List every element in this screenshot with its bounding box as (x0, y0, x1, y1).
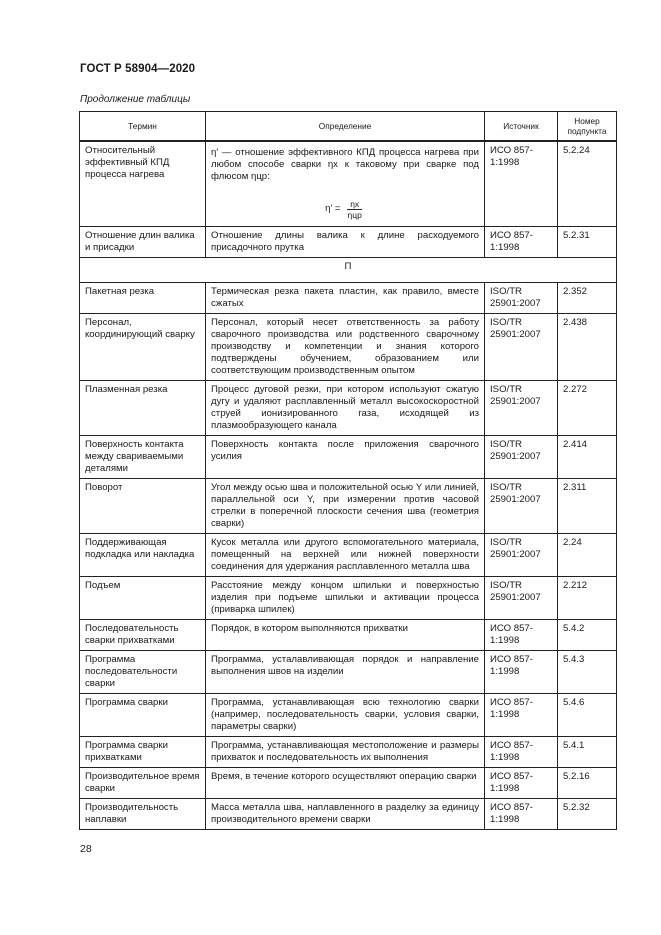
source-cell: ИСО 857-1:1998 (485, 141, 558, 227)
definition-cell: Угол между осью шва и положительной осью Y или линией, параллельной оси Y, при измерении против часовой стрелки в поперечной плоскости сечения шва (геометрия сварки) (206, 479, 485, 534)
definition-cell: Персонал, который несет ответственность за работу сварочного производства или родственного сварочному производству и компетенции и знания которого подтверждены обучением, образованием или соответствующим производственным опытом (206, 314, 485, 381)
table-row (80, 768, 617, 799)
number-cell: 5.4.1 (558, 737, 617, 768)
formula-numerator: ηx (347, 199, 362, 210)
table-row (80, 799, 617, 830)
definition-cell: Программа, усталавливающая порядок и направление выполнения швов на изделии (206, 651, 485, 694)
table-row (80, 141, 617, 227)
section-letter: П (80, 258, 617, 283)
source-cell: ИСО 857-1:1998 (485, 737, 558, 768)
definition-cell (206, 141, 485, 227)
source-cell: ISO/TR 25901:2007 (485, 381, 558, 436)
number-cell: 5.4.2 (558, 620, 617, 651)
number-cell: 2.352 (558, 283, 617, 314)
number-cell: 2.311 (558, 479, 617, 534)
source-cell: ИСО 857-1:1998 (485, 651, 558, 694)
table-row (80, 534, 617, 577)
formula-denominator: ηцр (347, 209, 362, 220)
source-cell: ISO/TR 25901:2007 (485, 479, 558, 534)
definition-text: η′ — отношение эффективного КПД процесса нагрева при любом способе сварки ηx к таковому при сварке под флюсом ηцр: (211, 147, 479, 182)
number-cell: 2.24 (558, 534, 617, 577)
formula-lhs: η′ = (325, 203, 341, 214)
source-cell: ISO/TR 25901:2007 (485, 534, 558, 577)
term-cell: Пакетная резка (80, 283, 206, 314)
term-cell: Персонал, координирующий сварку (80, 314, 206, 381)
definition-cell: Поверхность контакта после приложения сварочного усилия (206, 436, 485, 479)
header-source: Источник (485, 112, 558, 142)
header-term: Термин (80, 112, 206, 142)
term-cell: Поворот (80, 479, 206, 534)
table-row (80, 479, 617, 534)
table-row (80, 283, 617, 314)
number-cell: 2.212 (558, 577, 617, 620)
definition-cell: Расстояние между концом шпильки и поверхностью изделия при подъеме шпильки и активации процесса (приварка шпилек) (206, 577, 485, 620)
definition-cell: Время, в течение которого осуществляют операцию сварки (206, 768, 485, 799)
source-cell: ИСО 857-1:1998 (485, 768, 558, 799)
definition-cell: Термическая резка пакета пластин, как правило, вместе сжатых (206, 283, 485, 314)
definition-cell: Процесс дуговой резки, при котором используют сжатую дугу и удаляют расплавленный металл высокоскоростной струей ионизированного газа, исходящей из плазмообразующего канала (206, 381, 485, 436)
table-row (80, 436, 617, 479)
source-cell: ИСО 857-1:1998 (485, 694, 558, 737)
number-cell: 5.2.32 (558, 799, 617, 830)
table-row (80, 227, 617, 258)
table-continuation-caption: Продолжение таблицы (80, 94, 191, 105)
header-definition: Определение (206, 112, 485, 142)
source-cell: ISO/TR 25901:2007 (485, 283, 558, 314)
term-cell: Программа последовательности сварки (80, 651, 206, 694)
table-row (80, 737, 617, 768)
source-cell: ISO/TR 25901:2007 (485, 436, 558, 479)
table-row (80, 577, 617, 620)
table-row (80, 694, 617, 737)
term-cell: Отношение длин валика и присадки (80, 227, 206, 258)
number-cell: 2.272 (558, 381, 617, 436)
source-cell: ISO/TR 25901:2007 (485, 314, 558, 381)
definition-cell: Кусок металла или другого вспомогательного материала, помещенный на верхней или нижней поверхности соединения для удержания расплавленного металла шва (206, 534, 485, 577)
definition-cell: Масса металла шва, наплавленного в разделку за единицу производительного времени сварки (206, 799, 485, 830)
definition-cell: Отношение длины валика к длине расходуемого присадочного прутка (206, 227, 485, 258)
number-cell: 2.438 (558, 314, 617, 381)
page-number: 28 (80, 843, 92, 855)
definition-cell: Программа, устанавливающая всю технологию сварки (например, последовательность сварки, условия сварки, параметры сварки) (206, 694, 485, 737)
term-cell: Последовательность сварки прихватками (80, 620, 206, 651)
number-cell: 5.4.3 (558, 651, 617, 694)
term-cell: Программа сварки (80, 694, 206, 737)
number-cell: 2.414 (558, 436, 617, 479)
efficiency-formula (211, 195, 479, 223)
table-header-row (80, 112, 617, 142)
term-cell: Производительное время сварки (80, 768, 206, 799)
number-cell: 5.2.31 (558, 227, 617, 258)
definition-cell: Порядок, в котором выполняются прихватки (206, 620, 485, 651)
table-row (80, 620, 617, 651)
definition-cell: Программа, устанавливающая местоположение и размеры прихваток и последовательность их выполнения (206, 737, 485, 768)
formula-fraction (345, 199, 365, 220)
document-code: ГОСТ Р 58904—2020 (80, 63, 196, 75)
table-row (80, 651, 617, 694)
table-row (80, 381, 617, 436)
term-cell: Подъем (80, 577, 206, 620)
header-number: Номер подпункта (558, 112, 617, 142)
source-cell: ИСО 857-1:1998 (485, 620, 558, 651)
source-cell: ИСО 857-1:1998 (485, 799, 558, 830)
source-cell: ИСО 857-1:1998 (485, 227, 558, 258)
term-cell: Плазменная резка (80, 381, 206, 436)
term-cell: Программа сварки прихватками (80, 737, 206, 768)
term-cell: Поддерживающая подкладка или накладка (80, 534, 206, 577)
number-cell: 5.4.6 (558, 694, 617, 737)
term-cell: Поверхность контакта между свариваемыми деталями (80, 436, 206, 479)
section-row (80, 258, 617, 283)
number-cell: 5.2.16 (558, 768, 617, 799)
table-row (80, 314, 617, 381)
term-cell: Производительность наплавки (80, 799, 206, 830)
number-cell: 5.2.24 (558, 141, 617, 227)
term-cell: Относительный эффективный КПД процесса нагрева (80, 141, 206, 227)
source-cell: ISO/TR 25901:2007 (485, 577, 558, 620)
terms-table (79, 111, 617, 830)
